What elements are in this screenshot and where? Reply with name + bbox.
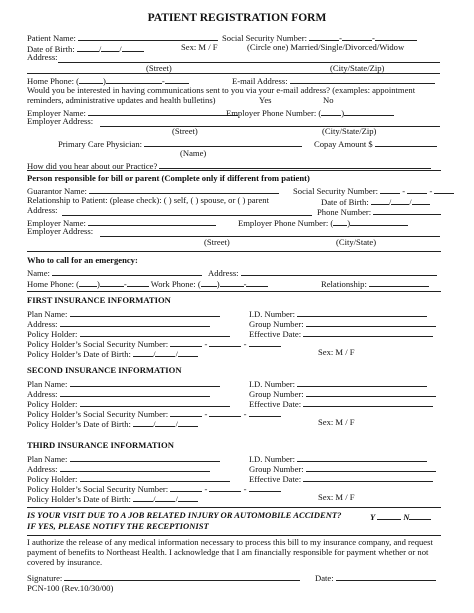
authorization-line-3: covered by insurance.: [27, 557, 103, 567]
ins-id-field[interactable]: [297, 308, 427, 317]
ins-effective-row: [249, 473, 433, 484]
ins-holder-ssn-row: Policy Holder’s Social Security Number: - -: [27, 338, 281, 349]
ins-plan-field[interactable]: [70, 378, 220, 387]
ins-address-label: Address:: [27, 319, 58, 329]
emergency-work-phone-field-2[interactable]: [246, 278, 268, 287]
ins-holder-ssn-row: Policy Holder’s Social Security Number: - -: [27, 483, 281, 494]
ins-plan-row: [27, 378, 220, 389]
emergency-name-row: [27, 267, 202, 278]
emergency-address-field[interactable]: [241, 267, 437, 276]
ins-holder-label: Policy Holder:: [27, 399, 78, 409]
ins-holder-row: [27, 473, 230, 484]
ins-sex[interactable]: Sex: M / F: [318, 417, 355, 427]
ins-holder-dob-label: Policy Holder’s Date of Birth:: [27, 419, 131, 429]
emergency-work-phone-label: Work Phone:: [150, 279, 196, 289]
ins-id-label: I.D. Number:: [249, 454, 296, 464]
comm-yes[interactable]: Yes: [259, 95, 272, 105]
injury-no-label: N: [403, 512, 410, 522]
ins-address-row: [27, 388, 210, 399]
ins-effective-row: [249, 398, 433, 409]
pcp-row: [58, 138, 302, 149]
ins-group-label: Group Number:: [249, 464, 304, 474]
guarantor-name-row: [27, 185, 279, 196]
ins-address-row: [27, 318, 210, 329]
employer-phone-row: Employer Phone Number: ( ): [226, 107, 394, 118]
ins-holder-dob-label: Policy Holder’s Date of Birth:: [27, 494, 131, 504]
ins-plan-label: Plan Name:: [27, 309, 68, 319]
ins-holder-field[interactable]: [80, 398, 230, 407]
ins-holder-label: Policy Holder:: [27, 474, 78, 484]
copay-field[interactable]: [375, 138, 437, 147]
ins-group-field[interactable]: [306, 463, 436, 472]
email-field[interactable]: [290, 75, 435, 84]
ins-effective-field[interactable]: [303, 328, 433, 337]
relationship-checkboxes[interactable]: Relationship to Patient: (please check): ( ) self, ( ) spouse, or ( ) parent: [27, 195, 269, 205]
guarantor-ssn2-field[interactable]: [407, 185, 427, 194]
marital-status[interactable]: (Circle one) Married/Single/Divorced/Widow: [247, 42, 405, 52]
employer-address-label: Employer Address:: [27, 116, 94, 126]
guarantor-phone-row: [317, 206, 441, 217]
ins-id-row: [249, 453, 427, 464]
injury-no-field[interactable]: [409, 511, 431, 520]
ins-holder-field[interactable]: [80, 328, 230, 337]
guarantor-dob-year[interactable]: [412, 196, 430, 205]
ins-holder-ssn-label: Policy Holder’s Social Security Number:: [27, 409, 169, 419]
ssn-part1-field[interactable]: [309, 32, 339, 41]
hear-row: [27, 160, 431, 171]
divider: [27, 251, 441, 252]
area-code-field[interactable]: [79, 75, 103, 84]
ins-dob-year[interactable]: [178, 493, 198, 502]
guarantor-employer-address-label: Employer Address:: [27, 226, 94, 236]
employer-name-label: Employer Name:: [27, 108, 86, 118]
guarantor-dob-row: Date of Birth: / /: [321, 196, 430, 207]
divider: [27, 291, 441, 292]
ins-ssn1-field[interactable]: [170, 408, 202, 417]
patient-dob-label: Date of Birth:: [27, 44, 75, 54]
guarantor-dob-day[interactable]: [391, 196, 409, 205]
ins-ssn1-field[interactable]: [170, 483, 202, 492]
employer-area-code-field[interactable]: [321, 107, 341, 116]
copay-label: Copay Amount $: [314, 139, 373, 149]
guarantor-ssn3-field[interactable]: [434, 185, 454, 194]
ins-dob-day[interactable]: [155, 418, 175, 427]
hear-field[interactable]: [159, 160, 431, 169]
patient-name-field[interactable]: [78, 32, 218, 41]
emergency-relationship-field[interactable]: [369, 278, 429, 287]
injury-question: IS YOUR VISIT DUE TO A JOB RELATED INJURY OR AUTOMOBILE ACCIDENT?: [27, 510, 342, 520]
ins-holder-ssn-label: Policy Holder’s Social Security Number:: [27, 484, 169, 494]
guarantor-dob-label: Date of Birth:: [321, 197, 369, 207]
emergency-home-phone-field-2[interactable]: [127, 278, 149, 287]
ins-holder-ssn-row: Policy Holder’s Social Security Number: - -: [27, 408, 281, 419]
dob-day-field[interactable]: [101, 43, 119, 52]
ins-ssn2-field[interactable]: [209, 483, 241, 492]
ins-plan-label: Plan Name:: [27, 454, 68, 464]
form-code: PCN-100 (Rev.10/30/00): [27, 583, 114, 593]
ins-holder-dob-row: Policy Holder’s Date of Birth: / /: [27, 493, 198, 504]
emergency-address-label: Address:: [208, 268, 239, 278]
patient-address-label: Address:: [27, 52, 58, 62]
emergency-home-phone-field[interactable]: [100, 278, 124, 287]
second-insurance-section: [0, 366, 474, 434]
guarantor-employer-field[interactable]: [88, 217, 216, 226]
signature-label: Signature:: [27, 573, 63, 583]
ins-holder-dob-row: Policy Holder’s Date of Birth: / /: [27, 348, 198, 359]
ins-dob-year[interactable]: [178, 348, 198, 357]
ins-id-row: [249, 308, 427, 319]
ins-dob-day[interactable]: [155, 493, 175, 502]
employer-name-field[interactable]: [88, 107, 238, 116]
ins-ssn2-field[interactable]: [209, 338, 241, 347]
hear-label: How did you hear about our Practice?: [27, 161, 158, 171]
guarantor-employer-phone-field[interactable]: [350, 217, 408, 226]
patient-ssn-label: Social Security Number:: [222, 33, 307, 43]
ins-id-row: [249, 378, 427, 389]
guarantor-ssn1-field[interactable]: [380, 185, 400, 194]
dob-year-field[interactable]: [122, 43, 144, 52]
third-insurance-heading: THIRD INSURANCE INFORMATION: [27, 440, 174, 450]
home-phone-field[interactable]: [106, 75, 162, 84]
guarantor-address-label: Address:: [27, 205, 58, 215]
patient-name-label: Patient Name:: [27, 33, 76, 43]
emergency-home-area[interactable]: [79, 278, 97, 287]
signature-field[interactable]: [64, 572, 300, 581]
ins-ssn3-field[interactable]: [249, 483, 281, 492]
ins-plan-label: Plan Name:: [27, 379, 68, 389]
date-field[interactable]: [336, 572, 436, 581]
employer-street-hint: (Street): [172, 126, 198, 136]
ins-ssn3-field[interactable]: [249, 338, 281, 347]
ins-holder-dob-row: Policy Holder’s Date of Birth: / /: [27, 418, 198, 429]
comm-no[interactable]: No: [323, 95, 334, 105]
guarantor-ssn-label: Social Security Number:: [293, 186, 378, 196]
email-row: [232, 75, 435, 86]
ins-holder-ssn-label: Policy Holder’s Social Security Number:: [27, 339, 169, 349]
emergency-work-area[interactable]: [201, 278, 217, 287]
signature-row: [27, 572, 300, 583]
form-title: PATIENT REGISTRATION FORM: [147, 12, 327, 24]
ins-group-label: Group Number:: [249, 389, 304, 399]
email-label: E-mail Address:: [232, 76, 288, 86]
guarantor-dob-month[interactable]: [371, 196, 389, 205]
injury-yes-label: Y: [370, 512, 375, 522]
guarantor-employer-label: Employer Name:: [27, 218, 86, 228]
ins-holder-row: [27, 398, 230, 409]
third-insurance-section: [0, 441, 474, 509]
patient-sex[interactable]: Sex: M / F: [181, 42, 218, 52]
ins-sex[interactable]: Sex: M / F: [318, 492, 355, 502]
ins-effective-label: Effective Date:: [249, 329, 302, 339]
ins-group-field[interactable]: [306, 388, 436, 397]
employer-city-hint: (City/State/Zip): [322, 126, 377, 136]
guarantor-ssn-row: Social Security Number: - -: [293, 185, 454, 196]
ins-group-row: [249, 318, 436, 329]
emergency-home-phone-label: Home Phone:: [27, 279, 75, 289]
injury-notice: IF YES, PLEASE NOTIFY THE RECEPTIONIST: [27, 521, 209, 531]
guarantor-phone-field[interactable]: [373, 206, 441, 215]
employer-phone-field[interactable]: [344, 107, 394, 116]
patient-ssn-row: Social Security Number: - -: [222, 32, 417, 43]
ins-group-row: [249, 388, 436, 399]
first-insurance-section: [0, 296, 474, 364]
date-row: [315, 572, 436, 583]
injury-yes-field[interactable]: [377, 511, 401, 520]
guarantor-employer-area[interactable]: [333, 217, 347, 226]
guarantor-address-field[interactable]: [62, 215, 312, 216]
pcp-field[interactable]: [144, 138, 302, 147]
pcp-label: Primary Care Physician:: [58, 139, 143, 149]
ins-holder-field[interactable]: [80, 473, 230, 482]
home-phone-row: Home Phone: ( ) -: [27, 75, 189, 86]
ins-id-field[interactable]: [297, 378, 427, 387]
ins-plan-row: [27, 453, 220, 464]
ssn-part3-field[interactable]: [375, 32, 417, 41]
ins-holder-row: [27, 328, 230, 339]
ins-plan-row: [27, 308, 220, 319]
ins-effective-row: [249, 328, 433, 339]
ins-plan-field[interactable]: [70, 308, 220, 317]
guarantor-name-label: Guarantor Name:: [27, 186, 87, 196]
ins-plan-field[interactable]: [70, 453, 220, 462]
patient-name-row: [27, 32, 218, 43]
ins-address-field[interactable]: [60, 318, 210, 327]
ins-effective-field[interactable]: [303, 398, 433, 407]
guarantor-employer-address-field[interactable]: [100, 236, 440, 237]
ssn-part2-field[interactable]: [342, 32, 372, 41]
guarantor-name-field[interactable]: [89, 185, 279, 194]
ins-dob-day[interactable]: [155, 348, 175, 357]
ins-group-field[interactable]: [306, 318, 436, 327]
ins-holder-label: Policy Holder:: [27, 329, 78, 339]
ins-ssn3-field[interactable]: [249, 408, 281, 417]
ins-address-label: Address:: [27, 464, 58, 474]
ins-address-field[interactable]: [60, 463, 210, 472]
second-insurance-heading: SECOND INSURANCE INFORMATION: [27, 365, 182, 375]
ins-ssn1-field[interactable]: [170, 338, 202, 347]
emergency-name-label: Name:: [27, 268, 50, 278]
comm-question-2: reminders, administrative updates and health bulletins): [27, 95, 216, 105]
authorization-line-2: payment of benefits to Northeast Health. I acknowledge that I am financially responsible for payment whether or not: [27, 547, 429, 557]
street-hint: (Street): [146, 63, 172, 73]
ins-effective-field[interactable]: [303, 473, 433, 482]
emergency-relationship-row: [321, 278, 429, 289]
ins-dob-year[interactable]: [178, 418, 198, 427]
ins-dob-month[interactable]: [133, 493, 153, 502]
ins-group-row: [249, 463, 436, 474]
emergency-work-phone-field[interactable]: [220, 278, 244, 287]
patient-dob-row: Date of Birth: / /: [27, 43, 144, 54]
ins-address-row: [27, 463, 210, 474]
divider: [27, 170, 441, 171]
address-line-2[interactable]: [27, 73, 440, 74]
ins-id-label: I.D. Number:: [249, 309, 296, 319]
guarantor-phone-label: Phone Number:: [317, 207, 372, 217]
ins-sex[interactable]: Sex: M / F: [318, 347, 355, 357]
divider: [27, 535, 441, 536]
ins-effective-label: Effective Date:: [249, 474, 302, 484]
comm-question-1: Would you be interested in having communications sent to you via your e-mail address? (examples: appointment: [27, 85, 416, 95]
ins-holder-dob-label: Policy Holder’s Date of Birth:: [27, 349, 131, 359]
divider: [27, 507, 441, 508]
copay-row: [314, 138, 437, 149]
employer-phone-label: Employer Phone Number:: [226, 108, 317, 118]
ins-dob-month[interactable]: [133, 418, 153, 427]
pcp-name-hint: (Name): [180, 148, 207, 158]
ins-ssn2-field[interactable]: [209, 408, 241, 417]
first-insurance-heading: FIRST INSURANCE INFORMATION: [27, 295, 171, 305]
employer-address-field[interactable]: [100, 126, 440, 127]
guarantor-city-hint: (City/State): [336, 237, 377, 247]
emergency-address-row: [208, 267, 437, 278]
emergency-heading: Who to call for an emergency:: [27, 255, 138, 265]
ins-id-field[interactable]: [297, 453, 427, 462]
authorization-line-1: I authorize the release of any medical information necessary to process this bill to my insurance company, and request: [27, 537, 433, 547]
emergency-name-field[interactable]: [52, 267, 202, 276]
ins-id-label: I.D. Number:: [249, 379, 296, 389]
emergency-phones-row: Home Phone: ( ) - Work Phone: ( ) -: [27, 278, 268, 289]
dob-month-field[interactable]: [77, 43, 99, 52]
date-label: Date:: [315, 573, 334, 583]
ins-address-field[interactable]: [60, 388, 210, 397]
ins-group-label: Group Number:: [249, 319, 304, 329]
city-hint: (City/State/Zip): [330, 63, 385, 73]
guarantor-employer-phone-row: Employer Phone Number: ( ): [238, 217, 408, 228]
ins-effective-label: Effective Date:: [249, 399, 302, 409]
home-phone-label: Home Phone:: [27, 76, 75, 86]
guarantor-street-hint: (Street): [204, 237, 230, 247]
emergency-relationship-label: Relationship:: [321, 279, 367, 289]
guarantor-employer-phone-label: Employer Phone Number:: [238, 218, 329, 228]
ins-address-label: Address:: [27, 389, 58, 399]
home-phone-field-2[interactable]: [165, 75, 189, 84]
injury-yes-row: [370, 511, 431, 522]
guarantor-heading: Person responsible for bill or parent (Complete only if different from patient): [27, 173, 310, 183]
ins-dob-month[interactable]: [133, 348, 153, 357]
